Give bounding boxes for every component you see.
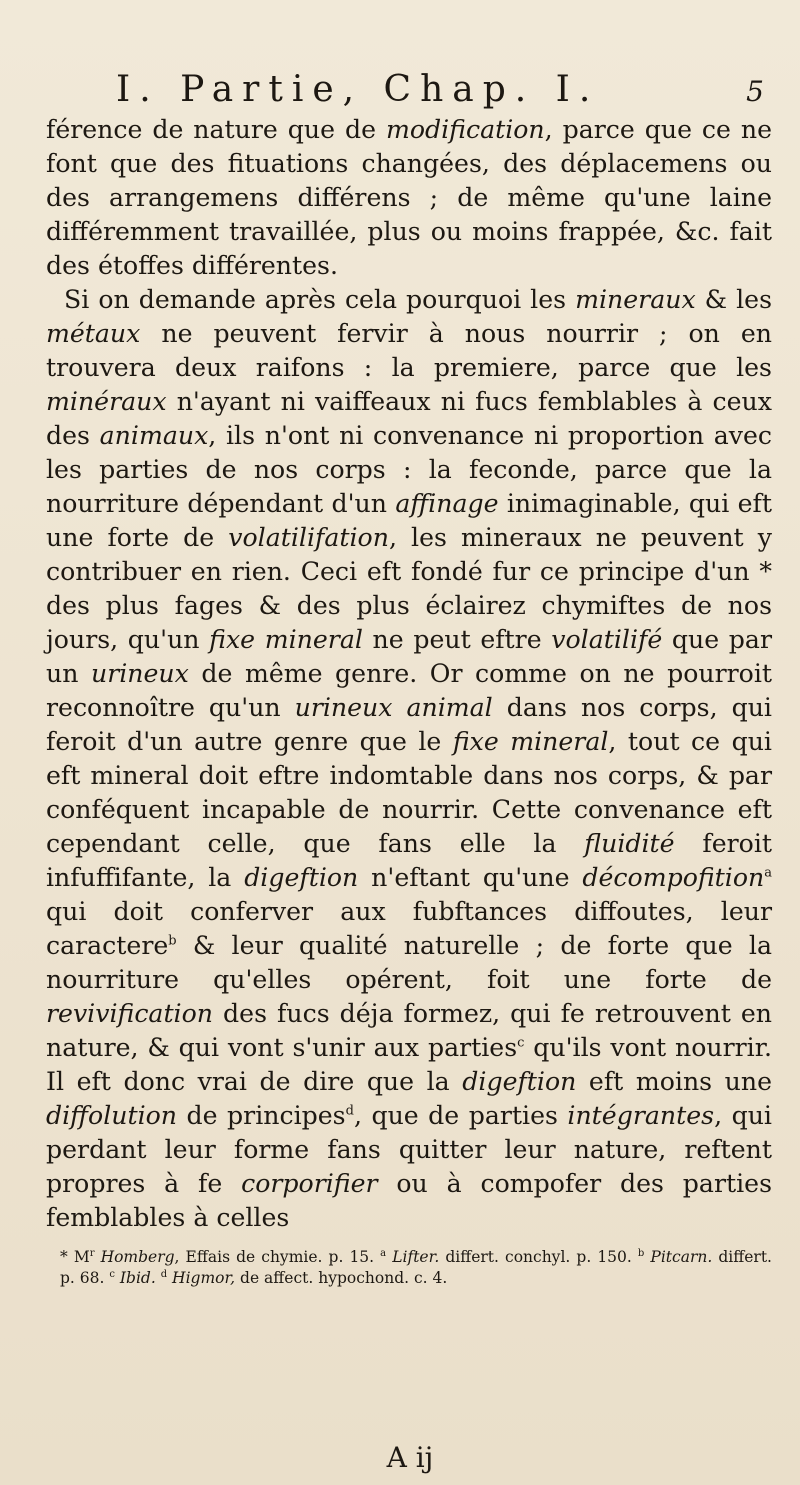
body-text bbox=[46, 113, 772, 1235]
italic-term: Ibid. bbox=[119, 1269, 156, 1287]
italic-term: décompofition bbox=[582, 863, 765, 892]
italic-term: digeftion bbox=[462, 1067, 577, 1096]
note-marker: c bbox=[517, 1035, 525, 1051]
text-run: , ils n'ont ni convenance ni proportion avec les parties de nos corps : la feconde, parce que la nourriture dépendant d'un bbox=[46, 421, 772, 518]
text-run: férence de nature que de bbox=[46, 115, 386, 144]
italic-term: Higmor, bbox=[172, 1269, 236, 1287]
italic-term: volatilifation bbox=[228, 523, 389, 552]
text-run: feroit infuffifante, la bbox=[46, 829, 772, 892]
italic-term: modification bbox=[385, 115, 545, 144]
text-run: , qui perdant leur forme fans quitter leur nature, reftent propres à fe bbox=[46, 1101, 772, 1198]
note-marker: d bbox=[345, 1103, 354, 1119]
italic-term: urineux bbox=[90, 659, 189, 688]
page-number: 5 bbox=[746, 75, 764, 108]
text-run: dans nos corps, qui feroit d'un autre genre que le bbox=[46, 693, 772, 756]
italic-term: volatilifé bbox=[551, 625, 663, 654]
text-run: ne peut eftre bbox=[362, 625, 552, 654]
text-run: n'eftant qu'une bbox=[358, 863, 583, 892]
text-run: , Effais de chymie. p. 15. bbox=[174, 1248, 381, 1266]
printer-signature: A ij bbox=[386, 1441, 434, 1474]
italic-term: fixe mineral bbox=[452, 727, 609, 756]
note-marker: a bbox=[764, 865, 772, 881]
text-run: qui doit conferver aux fubftances diffoutes, leur caractere bbox=[46, 897, 772, 960]
italic-term: minéraux bbox=[46, 387, 167, 416]
text-run: & les bbox=[695, 285, 772, 314]
text-run: differt. conchyl. p. 150. bbox=[439, 1248, 638, 1266]
text-run: , les mineraux ne peuvent y contribuer en rien. Ceci eft fondé fur ce principe d'un * des plus fages & des plus éclairez chymiftes de nos jours, qu'un bbox=[46, 523, 772, 654]
text-run: , tout ce qui eft mineral doit eftre indomtable dans nos corps, & par conféquent incapable de nourrir. Cette convenance eft cependant celle, que fans elle la bbox=[46, 727, 772, 858]
text-run: qu'ils vont nourrir. Il eft donc vrai de dire que la bbox=[46, 1033, 772, 1096]
italic-term: fluidité bbox=[584, 829, 675, 858]
italic-term: mineraux bbox=[575, 285, 696, 314]
text-run: de principes bbox=[177, 1101, 346, 1130]
running-title: I. Partie, Chap. I. bbox=[116, 69, 600, 110]
italic-term: intégrantes bbox=[567, 1101, 715, 1130]
text-run: n'ayant ni vaiffeaux ni fucs femblables à ceux des bbox=[46, 387, 772, 450]
italic-term: diffolution bbox=[46, 1101, 178, 1130]
text-run: , parce que ce ne font que des fituations changées, des déplacemens ou des arrangemens différens ; de même qu'une laine différemment travaillée, plus ou moins frappée, &c. fait des étoffes différentes. bbox=[46, 115, 772, 280]
paragraph-continued bbox=[46, 113, 772, 283]
note-marker: a bbox=[380, 1247, 387, 1259]
italic-term: revivification bbox=[46, 999, 214, 1028]
text-run: eft moins une bbox=[576, 1067, 772, 1096]
text-run: differt. p. 68. bbox=[60, 1248, 772, 1287]
note-marker: c bbox=[109, 1268, 115, 1280]
footnotes bbox=[46, 1247, 772, 1289]
note-marker: b bbox=[637, 1247, 645, 1259]
text-run: de affect. hypochond. c. 4. bbox=[235, 1269, 448, 1287]
text-run: que par un bbox=[46, 625, 772, 688]
running-header bbox=[46, 68, 772, 114]
text-run: ou à compofer des parties femblables à celles bbox=[46, 1169, 772, 1232]
italic-term: affinage bbox=[395, 489, 499, 518]
note-marker: b bbox=[168, 933, 177, 949]
italic-term: urineux animal bbox=[294, 693, 493, 722]
text-run: Si on demande après cela pourquoi les bbox=[64, 285, 576, 314]
paragraph-mineraux bbox=[46, 283, 772, 1235]
italic-term: animaux bbox=[99, 421, 209, 450]
italic-term: Lifter. bbox=[392, 1248, 440, 1266]
note-marker: d bbox=[160, 1268, 168, 1280]
italic-term: fixe mineral bbox=[209, 625, 363, 654]
text-run: & leur qualité naturelle ; de forte que la nourriture qu'elles opérent, foit une forte de bbox=[46, 931, 772, 994]
italic-term: corporifier bbox=[241, 1169, 378, 1198]
italic-term: métaux bbox=[46, 319, 141, 348]
text-run: ne peuvent fervir à nous nourrir ; on en trouvera deux raifons : la premiere, parce que les bbox=[46, 319, 772, 382]
text-run: , que de parties bbox=[353, 1101, 568, 1130]
text-run: inimaginable, qui eft une forte de bbox=[46, 489, 773, 552]
text-run: * M bbox=[60, 1248, 90, 1266]
text-run: de même genre. Or comme on ne pourroit reconnoître qu'un bbox=[46, 659, 772, 722]
italic-term: digeftion bbox=[244, 863, 359, 892]
text-run: des fucs déja formez, qui fe retrouvent en nature, & qui vont s'unir aux parties bbox=[46, 999, 772, 1062]
italic-term: Homberg bbox=[100, 1248, 175, 1266]
note-marker: r bbox=[89, 1247, 95, 1259]
italic-term: Pitcarn. bbox=[650, 1248, 713, 1266]
